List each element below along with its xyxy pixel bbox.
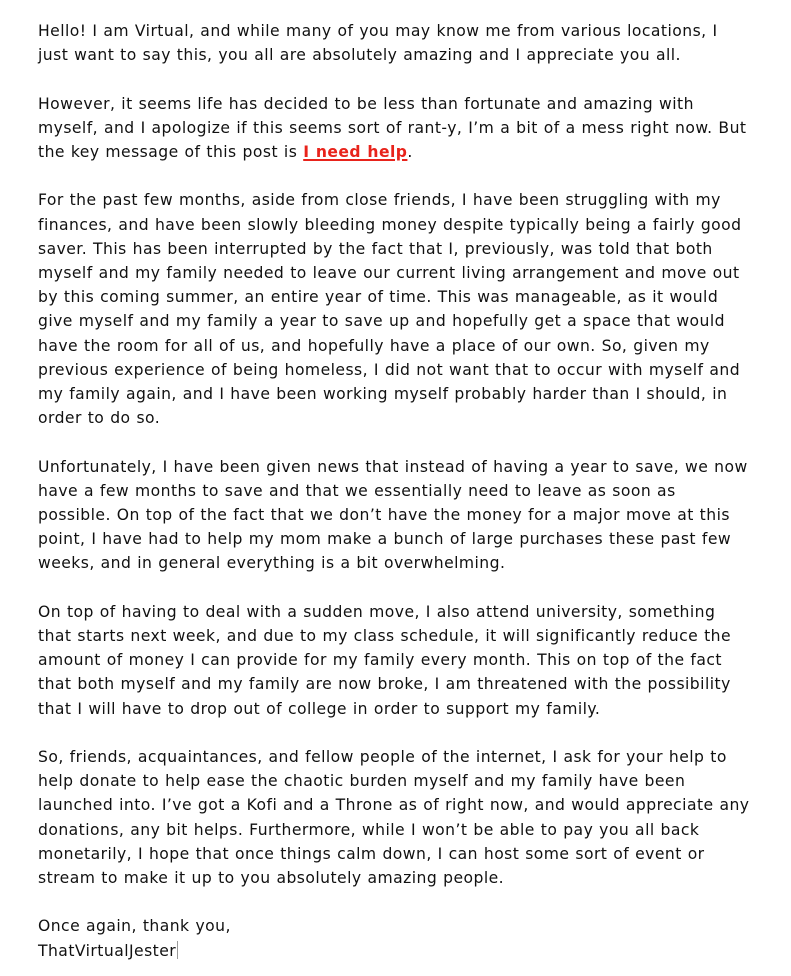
- paragraph-finances: For the past few months, aside from close friends, I have been struggling with my finances, and have been slowly bleeding money despite typically being a fairly good saver. This has been interrupted by the fact that I, previously, was told that both myself and my family needed to leave our current living arrangement and move out by this coming summer, an entire year of time. This was manageable, as it would give myself and my family a year to save up and hopefully get a space that would have the room for all of us, and hopefully have a place of our own. So, given my previous experience of being homeless, I did not want that to occur with myself and my family again, and I have been working myself probably harder than I should, in order to do so.: [38, 191, 742, 428]
- paragraph-key-message-text: However, it seems life has decided to be less than fortunate and amazing with myself, and I apologize if this seems sort of rant-y, I’m a bit of a mess right now. But the key message of this post is: [38, 94, 747, 161]
- post-body: [38, 19, 752, 963]
- paragraph-news: Unfortunately, I have been given news that instead of having a year to save, we now have a few months to save and that we essentially need to leave as soon as possible. On top of the fact that we don’t have the money for a major move at this point, I have had to help my mom make a bunch of large purchases these past few weeks, and in general everything is a bit overwhelming.: [38, 457, 748, 573]
- text-cursor: [177, 941, 178, 959]
- signature-line[interactable]: [38, 939, 752, 963]
- help-link-suffix: .: [407, 143, 413, 161]
- closing-line: Once again, thank you,: [38, 917, 231, 936]
- paragraph-key-message: [38, 92, 752, 165]
- paragraph-request: So, friends, acquaintances, and fellow people of the internet, I ask for your help to help donate to help ease the chaotic burden myself and my family have been launched into. I’ve got a Kofi and a Throne as of right now, and would appreciate any donations, any bit helps. Furthermore, while I won’t be able to pay you all back monetarily, I hope that once things calm down, I can host some sort of event or stream to make it up to you absolutely amazing people.: [38, 748, 750, 888]
- paragraph-university: On top of having to deal with a sudden move, I also attend university, something that starts next week, and due to my class schedule, it will significantly reduce the amount of money I can provide for my family every month. This on top of the fact that both myself and my family are now broke, I am threatened with the possibility that I will have to drop out of college in order to support my family.: [38, 602, 732, 718]
- paragraph-greeting: Hello! I am Virtual, and while many of you may know me from various locations, I just want to say this, you all are absolutely amazing and I appreciate you all.: [38, 22, 718, 65]
- i-need-help-link[interactable]: I need help: [303, 143, 408, 161]
- signature: ThatVirtualJester: [38, 941, 177, 960]
